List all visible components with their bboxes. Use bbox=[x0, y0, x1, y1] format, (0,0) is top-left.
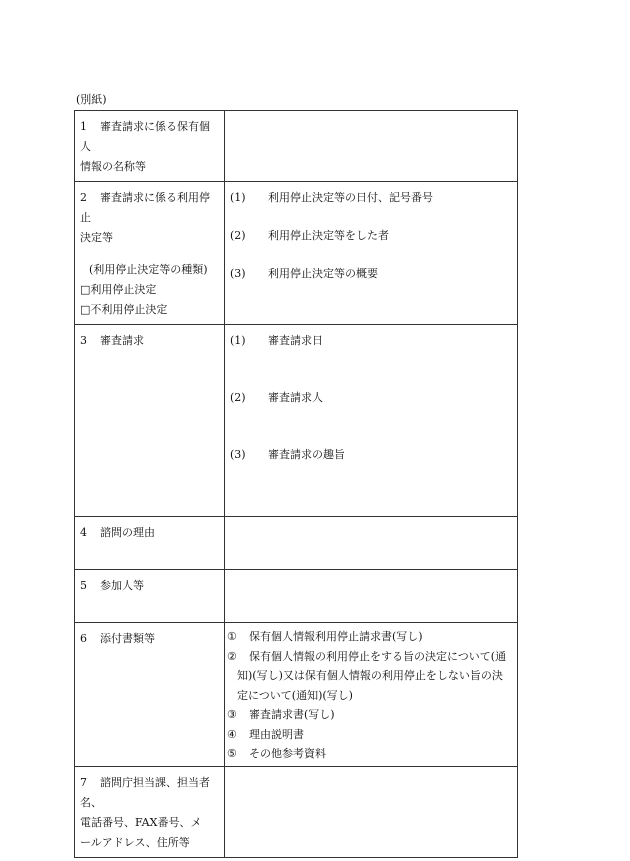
row-4-label-cell bbox=[75, 517, 225, 570]
row-5-value-cell[interactable] bbox=[225, 570, 518, 623]
row-5-label-cell bbox=[75, 570, 225, 623]
row-7-label-cell bbox=[75, 766, 225, 857]
attachment-mark-1: ① bbox=[227, 630, 237, 643]
row-2 bbox=[75, 182, 518, 325]
row-2-label-cell bbox=[75, 182, 225, 325]
row-6-label-cell bbox=[75, 623, 225, 767]
row-2-sub2-number: (2) bbox=[230, 229, 246, 242]
attachment-item-5 bbox=[227, 744, 515, 764]
attachment-mark-2: ② bbox=[227, 649, 237, 663]
row-5-label: 参加人等 bbox=[100, 579, 144, 592]
attachment-mark-5: ⑤ bbox=[227, 747, 237, 760]
row-3-sub2-number: (2) bbox=[230, 391, 246, 404]
row-6-value-cell bbox=[225, 623, 518, 767]
row-1-label-line1: 審査請求に係る保有個人 bbox=[80, 120, 210, 153]
row-4 bbox=[75, 517, 518, 570]
attachment-text-5: その他参考資料 bbox=[249, 747, 326, 760]
attachment-label: (別紙) bbox=[76, 93, 107, 106]
row-2-value-cell[interactable] bbox=[225, 182, 518, 325]
row-3-sub2-text: 審査請求人 bbox=[268, 391, 323, 404]
row-3-sub1-text: 審査請求日 bbox=[268, 334, 323, 347]
row-2-sub1-number: (1) bbox=[230, 191, 246, 204]
attachment-item-3 bbox=[227, 705, 515, 725]
row-2-sub3-text: 利用停止決定等の概要 bbox=[268, 267, 378, 280]
row-2-label-line2: 決定等 bbox=[80, 231, 113, 244]
row-1 bbox=[75, 111, 518, 182]
row-2-number: 2 bbox=[80, 191, 87, 204]
row-4-label: 諮問の理由 bbox=[100, 526, 155, 539]
row-4-value-cell[interactable] bbox=[225, 517, 518, 570]
attachment-mark-3: ③ bbox=[227, 708, 237, 721]
row-2-label-line1: 審査請求に係る利用停止 bbox=[80, 191, 210, 224]
row-3-sub1-number: (1) bbox=[230, 334, 246, 347]
attachment-mark-4: ④ bbox=[227, 727, 237, 741]
row-7-value-cell[interactable] bbox=[225, 766, 518, 857]
option-use-stop[interactable]: □利用停止決定 bbox=[80, 283, 157, 296]
row-2-sub3-number: (3) bbox=[230, 267, 246, 280]
row-7-number: 7 bbox=[80, 775, 87, 789]
attachment-item-1 bbox=[227, 627, 515, 647]
attachment-text-2-line2: 知)(写し)又は保有個人情報の利用停止をしない旨の決 bbox=[237, 669, 503, 682]
row-6-label: 添付書類等 bbox=[100, 632, 155, 645]
row-7 bbox=[75, 766, 518, 857]
row-3-label: 審査請求 bbox=[100, 334, 144, 347]
row-3-sub3-number: (3) bbox=[230, 448, 246, 461]
row-7-label-line1: 諮問庁担当課、担当者名、 bbox=[80, 775, 210, 809]
row-6-number: 6 bbox=[80, 632, 87, 645]
attachment-text-4: 理由説明書 bbox=[249, 727, 304, 741]
row-3-sub3-text: 審査請求の趣旨 bbox=[268, 448, 345, 461]
row-4-number: 4 bbox=[80, 526, 87, 539]
row-2-sub2-text: 利用停止決定等をした者 bbox=[268, 229, 389, 242]
row-5-number: 5 bbox=[80, 579, 87, 592]
row-1-label-cell bbox=[75, 111, 225, 182]
attachment-text-2: 保有個人情報の利用停止をする旨の決定について(通 bbox=[249, 649, 507, 663]
row-3 bbox=[75, 325, 518, 517]
attachment-item-4 bbox=[227, 725, 515, 745]
row-3-label-cell bbox=[75, 325, 225, 517]
attachment-item-2-cont2 bbox=[227, 686, 515, 706]
row-2-sub1-text: 利用停止決定等の日付、記号番号 bbox=[268, 191, 433, 204]
attachment-item-2-cont1 bbox=[227, 666, 515, 686]
row-3-value-cell[interactable] bbox=[225, 325, 518, 517]
row-7-label-line3: ールアドレス、住所等 bbox=[80, 835, 190, 849]
attachment-text-3: 審査請求書(写し) bbox=[249, 708, 335, 721]
row-1-number: 1 bbox=[80, 120, 87, 133]
option-no-use-stop[interactable]: □不利用停止決定 bbox=[80, 303, 168, 316]
row-5 bbox=[75, 570, 518, 623]
attachment-item-2 bbox=[227, 647, 515, 667]
row-1-value-cell[interactable] bbox=[225, 111, 518, 182]
attachment-text-1: 保有個人情報利用停止請求書(写し) bbox=[249, 630, 423, 643]
row-7-label-line2: 電話番号、FAX番号、メ bbox=[80, 815, 202, 829]
form-table bbox=[74, 110, 518, 858]
row-1-label-line2: 情報の名称等 bbox=[80, 160, 146, 173]
attachment-text-2-line3: 定について(通知)(写し) bbox=[237, 688, 353, 702]
kind-heading: (利用停止決定等の種類) bbox=[89, 263, 208, 276]
row-3-number: 3 bbox=[80, 334, 87, 347]
row-6 bbox=[75, 623, 518, 767]
